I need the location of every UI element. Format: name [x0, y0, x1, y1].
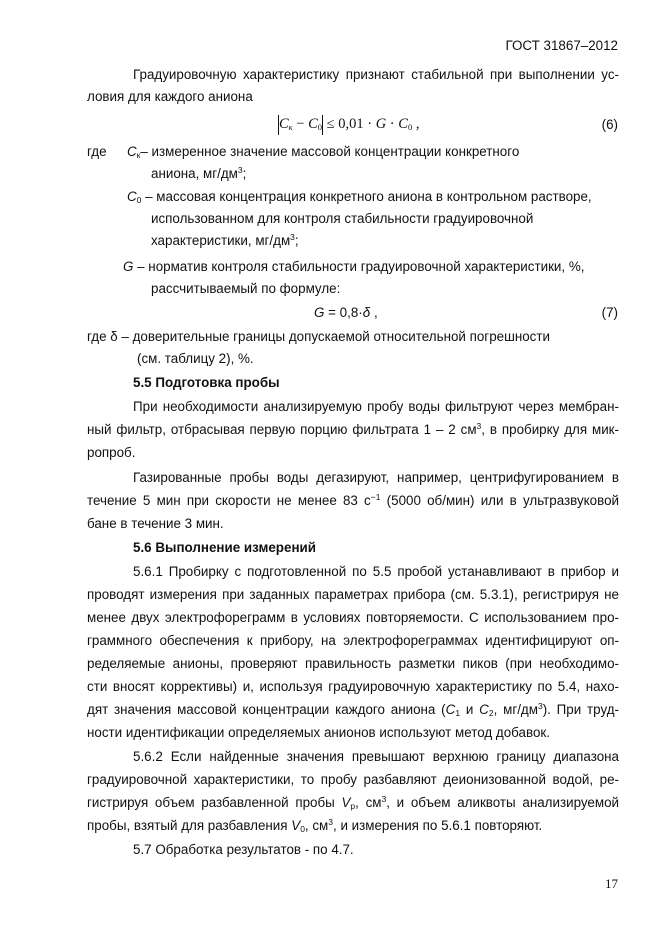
def-c0-cont2: характеристики, $мг/дм^3$;	[151, 232, 299, 248]
text-line: 5.6.1 Пробирку с подготовленной по 5.5 пробой устанавливают в прибор и	[133, 564, 619, 579]
text-line: 5.6.2 Если найденные значения превышают верхнюю границу диапазона	[133, 749, 619, 764]
section-5-7: 5.7 Обработка результатов - по 4.7.	[133, 842, 354, 857]
text-line: где δ – доверительные границы допускаемой относительной погрешности	[87, 329, 550, 344]
text-line: (см. таблицу 2), %.	[137, 351, 254, 366]
text-line: гистрируя объем разбавленной пробы $V_р$, $см^3$, и объем аликвоты анализируемой	[87, 794, 620, 811]
formula-6-number: (6)	[601, 117, 618, 132]
text-line: ный фильтр, отбрасывая первую порцию фильтрата 1 – 2 $см^3$, в пробирку для мик-	[87, 421, 619, 437]
text-line: сти вносят коррективы) и, используя градуировочную характеристику по 5.4, нахо-	[87, 679, 619, 694]
text-line: ловия для каждого аниона	[87, 89, 253, 104]
formula-7-number: (7)	[601, 305, 618, 320]
text-line: Газированные пробы воды дегазируют, например, центрифугированием в	[133, 470, 619, 485]
text-line: течение 5 мин при скорости не менее 83 $с^{-1}$ (5000 об/мин) или в ультразвуковой	[87, 492, 619, 508]
page-number: 17	[605, 876, 618, 891]
text-line: бане в течение 3 мин.	[87, 516, 224, 531]
def-g-cont: рассчитываемый по формуле:	[151, 281, 341, 296]
def-ck-cont: аниона, $мг/дм^3$;	[151, 165, 247, 181]
def-g: G – норматив контроля стабильности градуировочной характеристики, %,	[123, 259, 585, 274]
text-line: градуировочной характеристики, то пробу разбавляют деионизованной водой, ре-	[87, 772, 619, 787]
text-line: пробы, взятый для разбавления $V_0$, $см^3$, и измерения по 5.6.1 повторяют.	[87, 817, 543, 834]
text-line: ределяемые анионы, проверяют правильность разметки пиков (при необходимо-	[87, 656, 619, 671]
formula-7: G = 0,8·δ ,	[314, 305, 378, 320]
text-line: ропроб.	[87, 445, 136, 460]
section-heading: 5.6 Выполнение измерений	[133, 540, 316, 555]
text-line: ности идентификации определяемых анионов используют метод добавок.	[87, 725, 550, 740]
text-line: проводят измерения при заданных параметрах прибора (см. 5.3.1), регистрируя не	[87, 587, 619, 602]
text-line: При необходимости анализируемую пробу воды фильтруют через мембран-	[133, 399, 619, 414]
text-line: граммного обеспечения к прибору, на электрофореграммах идентифицируют оп-	[87, 633, 619, 648]
text-line: менее двух электрофореграмм в условиях повторяемости. С использованием про-	[87, 610, 619, 625]
def-ck: $C_к-$ измеренное значение массовой концентрации конкретного	[127, 144, 520, 160]
where-lead: где	[87, 144, 107, 159]
text-line: дят значения массовой концентрации каждого аниона ($C_1$ и $C_2$, $мг/дм^3$). При труд-	[87, 701, 619, 718]
def-c0: $C_0$ – массовая концентрация конкретного аниона в контрольном растворе,	[127, 189, 592, 205]
section-heading: 5.5 Подготовка пробы	[133, 375, 280, 390]
def-c0-cont: использованном для контроля стабильности градуировочной	[151, 211, 534, 226]
header-standard: ГОСТ 31867–2012	[505, 38, 618, 53]
text-line: Градуировочную характеристику признают стабильной при выполнении ус-	[133, 67, 619, 82]
formula-6: $C_к - C_0 \le 0,01 \cdot G \cdot C_0$ ,	[278, 113, 419, 135]
